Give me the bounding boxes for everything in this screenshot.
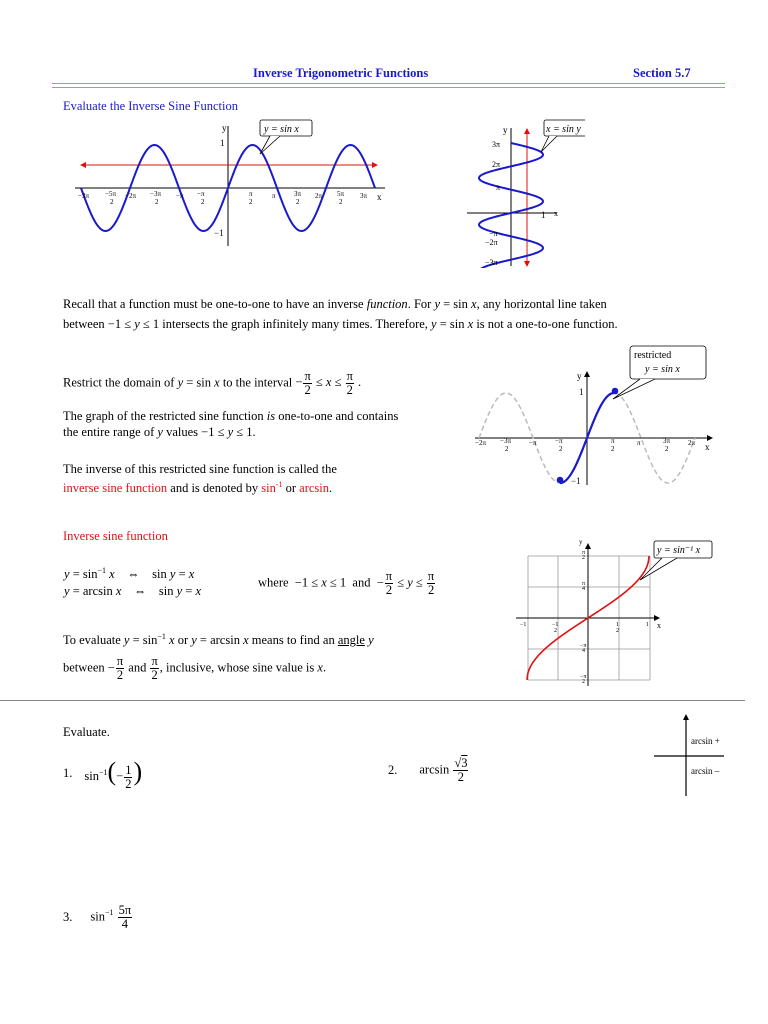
arrow-up-icon — [524, 128, 530, 134]
var-y: y — [157, 425, 163, 439]
exercises-heading: Evaluate. — [63, 725, 110, 739]
tick: 5π — [337, 190, 345, 198]
section-label: Section 5.7 — [633, 66, 691, 80]
math: y = arcsin x — [191, 633, 249, 648]
evaluate-instruction-line2: between − $\frac{\pi}{2}$ and $\frac{\pi}{2}$ , inclusive, whose sine value is x. — [63, 654, 327, 682]
arrow-up-icon — [585, 543, 591, 549]
text-underlined: angle — [337, 633, 365, 648]
tick: −π — [197, 190, 205, 198]
quadrant-label-top: arcsin + — [691, 736, 720, 746]
tick: 2π — [492, 160, 501, 169]
tick: −π — [489, 229, 498, 238]
tick: π — [582, 581, 586, 587]
tick: 1 — [616, 622, 619, 628]
tick: 2 — [611, 445, 615, 453]
evaluate-instruction-line1 — [63, 629, 374, 648]
tick: 3π — [360, 192, 368, 200]
text: The graph of the restricted sine function — [63, 409, 267, 423]
tick: 2 — [582, 555, 585, 561]
math-y-sinx: y = sin x — [431, 317, 474, 331]
tick: π — [582, 550, 586, 556]
x-axis-label: x — [554, 209, 558, 218]
arcsine-graph — [512, 538, 722, 688]
callout-text: x = sin y — [546, 124, 581, 135]
math-range: −1 ≤ y ≤ 1. — [201, 425, 256, 439]
endpoint-top — [612, 388, 619, 395]
tick: 2 — [582, 679, 585, 685]
callout-pointer — [260, 136, 280, 154]
tick: π — [249, 190, 253, 198]
arcsine-multivalued-graph — [465, 118, 585, 268]
definition-conditions: where −1 ≤ x ≤ 1 and − $\frac{\pi}{2}$ ≤ y ≤ $\frac{\pi}{2}$ — [258, 569, 435, 597]
text-red: arcsin — [299, 481, 330, 496]
callout-text: y = sin x — [264, 124, 299, 135]
endpoint-bottom — [557, 477, 564, 484]
exercise-number: 3. — [63, 910, 73, 924]
tick: π — [637, 439, 641, 447]
exercise-number: 2. — [388, 763, 398, 777]
text-red: inverse sine function — [63, 481, 168, 496]
restrict-line — [63, 370, 463, 397]
inverse-desc — [63, 461, 443, 496]
tick: −2π — [485, 238, 498, 247]
math-interval: − $\frac{\pi}{2}$ ≤ x ≤ $\frac{\pi}{2}$ . — [295, 369, 362, 397]
y-axis-label: y — [579, 538, 583, 546]
text: , any horizontal line taken — [476, 297, 607, 311]
tick: −π — [580, 643, 587, 649]
arrow-up-icon — [683, 714, 689, 720]
tick: π — [496, 183, 501, 192]
quadrant-label-bottom: arcsin – — [691, 766, 720, 776]
text: The inverse of this restricted sine function is called the — [63, 462, 337, 476]
tick: −2π — [475, 439, 486, 447]
text: between — [63, 317, 108, 331]
tick: 2 — [505, 445, 509, 453]
tick: 2 — [554, 628, 557, 634]
callout-line1: restricted — [634, 350, 672, 361]
tick: −3π — [485, 258, 498, 267]
text: To evaluate — [63, 633, 124, 648]
text: Restrict the domain of — [63, 375, 178, 390]
callout-pointer — [613, 379, 655, 399]
text: and — [125, 660, 150, 675]
intro-heading: Evaluate the Inverse Sine Function — [63, 99, 238, 113]
restricted-sine-graph — [465, 343, 725, 488]
tick: 3π — [492, 140, 501, 149]
text: the entire range of — [63, 425, 158, 439]
tick: −3π — [78, 192, 89, 200]
tick: −π — [580, 674, 587, 680]
sin-inverse-notation: $\sin^{-1}$ — [261, 480, 283, 496]
tick: −3π — [500, 437, 511, 445]
definition-heading: Inverse sine function — [63, 529, 168, 543]
text: and — [352, 575, 371, 590]
tick: −π — [555, 437, 563, 445]
tick: π — [272, 192, 276, 200]
tick: 3π — [294, 190, 302, 198]
definition-line2: y = arcsin x ⇔ sin y = x — [64, 584, 202, 598]
var-y: y — [368, 633, 374, 648]
text: between — [63, 660, 108, 675]
exercise-expression: $\sin^{-1}(-$ $\frac{1}{2}$ ) — [84, 757, 143, 791]
tick: 1 — [646, 622, 649, 628]
tick: 4 — [582, 648, 585, 654]
text: where — [258, 575, 289, 590]
definition-line1: $y = \sin^{-1} x$ ⇔ sin y = x — [64, 566, 195, 582]
math-range: −1 ≤ y ≤ 1 — [107, 317, 160, 331]
text-italic: is — [266, 409, 276, 423]
period: . — [329, 481, 333, 496]
arrow-down-icon — [524, 261, 530, 267]
y-axis-label: y — [503, 125, 508, 135]
exercise-2 — [388, 757, 469, 784]
tick: 2π — [315, 192, 323, 200]
callout-line2: y = sin x — [645, 364, 680, 375]
arcsin-sign-diagram — [650, 712, 760, 802]
tick: 2 — [201, 198, 205, 206]
text: to the interval — [219, 375, 296, 390]
text: , inclusive, whose sine value is — [159, 660, 318, 675]
tick: π — [611, 437, 615, 445]
var-x: x — [317, 660, 323, 675]
exercise-expression: $\sin^{-1}$ $\frac{5\pi}{4}$ — [90, 903, 132, 931]
tick: 2 — [155, 198, 159, 206]
text: values — [162, 425, 202, 439]
tick: −2π — [125, 192, 136, 200]
tick: 2 — [339, 198, 343, 206]
text: is not a one-to-one function. — [473, 317, 618, 331]
y-tick-1: 1 — [220, 138, 225, 148]
text: one-to-one and contains — [275, 409, 399, 423]
y-tick-neg1: −1 — [571, 476, 581, 486]
tick: −1 — [552, 622, 559, 628]
text: . For — [407, 297, 435, 311]
tick: −3π — [150, 190, 161, 198]
exercise-3 — [63, 904, 133, 931]
recall-paragraph-line1 — [63, 296, 743, 312]
tick: 2 — [296, 198, 300, 206]
text: or — [174, 633, 192, 648]
exercise-1 — [63, 757, 142, 791]
sine-graph — [70, 118, 410, 248]
recall-paragraph-line2 — [63, 316, 753, 332]
text: or — [282, 481, 300, 496]
exercise-expression: arcsin $\frac{√3}{2}$ — [419, 756, 468, 784]
tick: 3π — [663, 437, 671, 445]
callout-text: y = sin⁻¹ x — [657, 545, 701, 556]
tick: 2 — [249, 198, 253, 206]
callout-pointer — [541, 136, 557, 152]
text: intersects the graph infinitely many times. Therefore, — [159, 317, 432, 331]
exercise-number: 1. — [63, 766, 73, 781]
tick: 2π — [688, 439, 696, 447]
x-tick-1: 1 — [541, 210, 546, 220]
x-axis-label: x — [377, 192, 382, 202]
arrow-right-icon — [372, 162, 378, 168]
text: Recall that a function must be one-to-one to have an inverse — [63, 297, 367, 311]
arrow-up-icon — [584, 371, 590, 377]
tick: −π — [176, 192, 184, 200]
text: and is denoted by — [167, 481, 262, 496]
text: means to find an — [248, 633, 338, 648]
arrow-left-icon — [80, 162, 86, 168]
x-axis-label: x — [657, 621, 661, 630]
tick: 2 — [559, 445, 563, 453]
math-y-sinx: y = sin x — [434, 297, 477, 311]
tick: 4 — [582, 586, 585, 592]
tick: −π — [529, 439, 537, 447]
y-axis-label: y — [577, 371, 582, 381]
header-rule-top — [52, 83, 725, 84]
tick: −5π — [105, 190, 116, 198]
math: $y = \sin^{-1} x$ — [123, 632, 175, 648]
header-rule-bottom — [52, 87, 725, 88]
tick: −1 — [520, 622, 527, 628]
text-italic: function — [366, 297, 408, 311]
section-divider — [0, 700, 745, 701]
period: . — [322, 660, 327, 675]
y-axis-label: y — [222, 123, 227, 133]
math-y-sinx: y = sin x — [177, 375, 220, 390]
y-tick-neg1: −1 — [214, 228, 224, 238]
y-tick-1: 1 — [579, 387, 584, 397]
x-axis-label: x — [705, 442, 710, 452]
tick: 2 — [616, 628, 619, 634]
tick: 2 — [665, 445, 669, 453]
tick: 2 — [110, 198, 114, 206]
restrict-desc — [63, 408, 443, 440]
page-title: Inverse Trigonometric Functions — [253, 66, 429, 80]
y-ticks — [485, 140, 500, 267]
arrow-right-icon — [707, 435, 713, 441]
